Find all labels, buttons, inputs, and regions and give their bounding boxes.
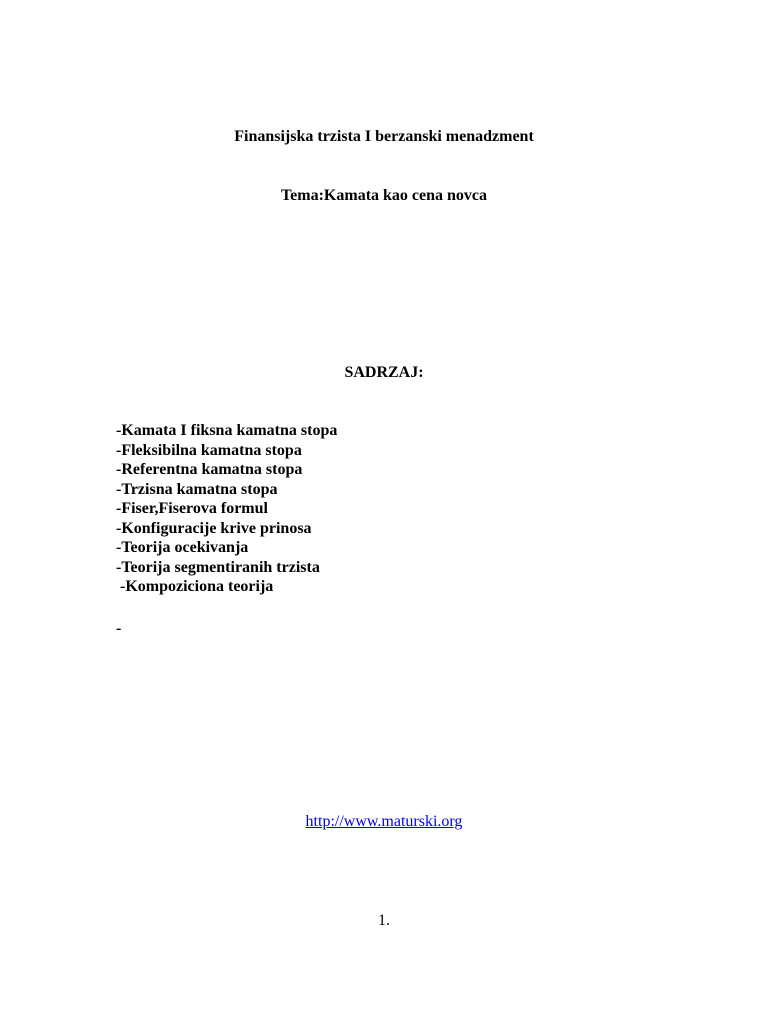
- stray-dash: -: [116, 620, 122, 637]
- toc-item: -Konfiguracije krive prinosa: [116, 519, 312, 537]
- table-of-contents: [116, 421, 337, 597]
- toc-item: -Kompoziciona teorija: [120, 578, 274, 595]
- document-subtitle: Tema:Kamata kao cena novca: [280, 187, 488, 204]
- toc-item: -Trzisna kamatna stopa: [116, 480, 278, 498]
- toc-item: -Fleksibilna kamatna stopa: [116, 441, 302, 459]
- website-link[interactable]: http://www.maturski.org: [305, 813, 463, 830]
- toc-item: -Kamata I fiksna kamatna stopa: [116, 422, 338, 439]
- toc-item: -Teorija segmentiranih trzista: [116, 558, 320, 576]
- website-link-line: [0, 812, 768, 832]
- toc-item: -Teorija ocekivanja: [116, 539, 249, 556]
- toc-heading: SADRZAJ:: [344, 364, 424, 381]
- toc-item: -Fiser,Fiserova formul: [116, 500, 268, 517]
- document-title: Finansijska trzista I berzanski menadzment: [234, 128, 534, 145]
- page-number: 1.: [378, 912, 390, 929]
- toc-item: -Referentna kamatna stopa: [116, 461, 303, 478]
